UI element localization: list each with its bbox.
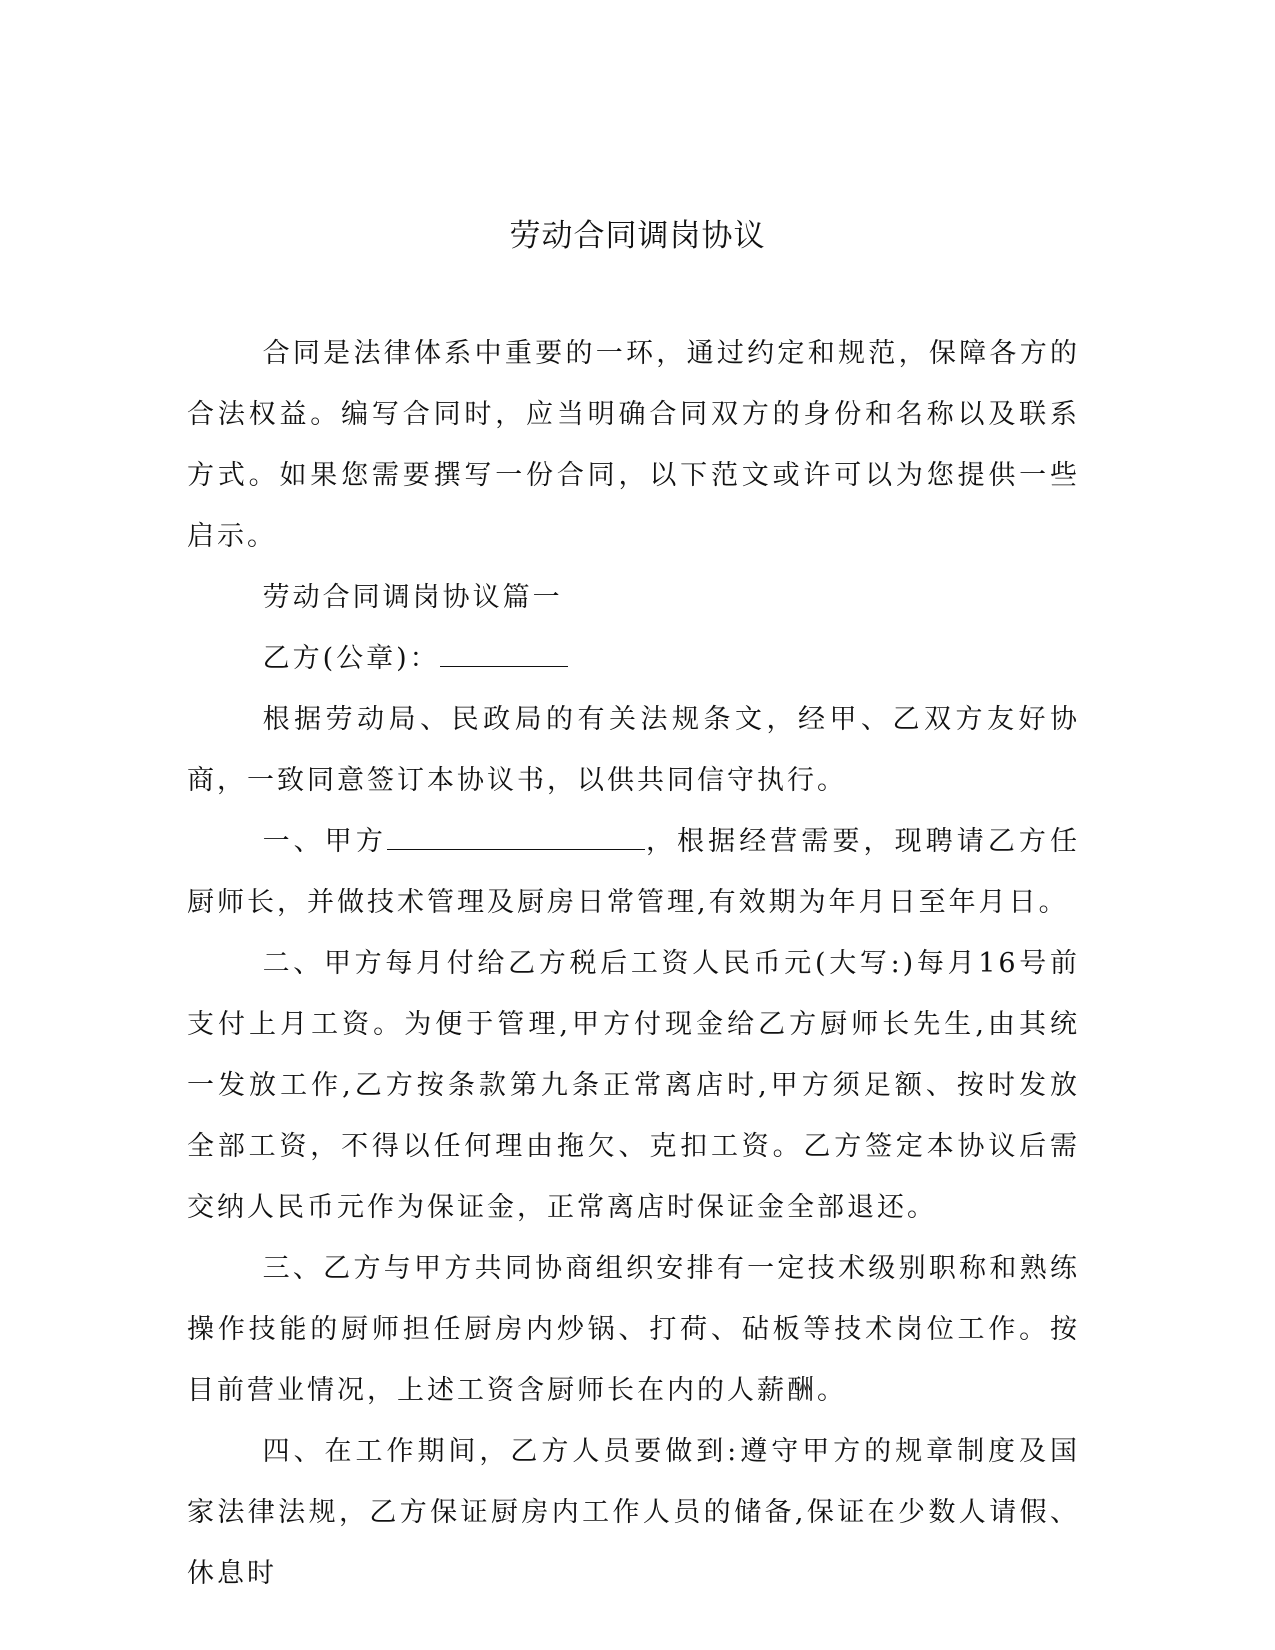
party-b-label: 乙方(公章)： — [262, 643, 440, 674]
clause-1-prefix: 一、甲方 — [262, 826, 387, 857]
document-body — [187, 323, 1080, 1604]
clause-1-paragraph — [187, 811, 1080, 933]
intro-paragraph: 合同是法律体系中重要的一环，通过约定和规范，保障各方的合法权益。编写合同时，应当明确合同双方的身份和名称以及联系方式。如果您需要撰写一份合同，以下范文或许可以为您提供一些启示。 — [187, 338, 1080, 552]
clause-1-suffix: ，根据经营需要，现聘请乙方任厨师长，并做技术管理及厨房日常管理,有效期为年月日至年月日。 — [187, 826, 1080, 918]
party-a-blank-line — [387, 823, 645, 850]
party-b-blank-line — [440, 640, 568, 667]
clause-4-paragraph: 四、在工作期间，乙方人员要做到:遵守甲方的规章制度及国家法律法规，乙方保证厨房内工作人员的储备,保证在少数人请假、休息时 — [187, 1436, 1080, 1589]
section-heading: 劳动合同调岗协议篇一 — [262, 582, 563, 613]
clause-2-paragraph: 二、甲方每月付给乙方税后工资人民币元(大写:)每月16号前支付上月工资。为便于管理,甲方付现金给乙方厨师长先生,由其统一发放工作,乙方按条款第九条正常离店时,甲方须足额、按时发放全部工资，不得以任何理由拖欠、克扣工资。乙方签定本协议后需交纳人民币元作为保证金，正常离店时保证金全部退还。 — [187, 948, 1080, 1223]
clause-3-paragraph: 三、乙方与甲方共同协商组织安排有一定技术级别职称和熟练操作技能的厨师担任厨房内炒锅、打荷、砧板等技术岗位工作。按目前营业情况，上述工资含厨师长在内的人薪酬。 — [187, 1253, 1080, 1406]
party-b-line — [187, 628, 1080, 689]
document-title: 劳动合同调岗协议 — [509, 218, 766, 254]
preamble-paragraph: 根据劳动局、民政局的有关法规条文，经甲、乙双方友好协商，一致同意签订本协议书，以供共同信守执行。 — [187, 704, 1080, 796]
